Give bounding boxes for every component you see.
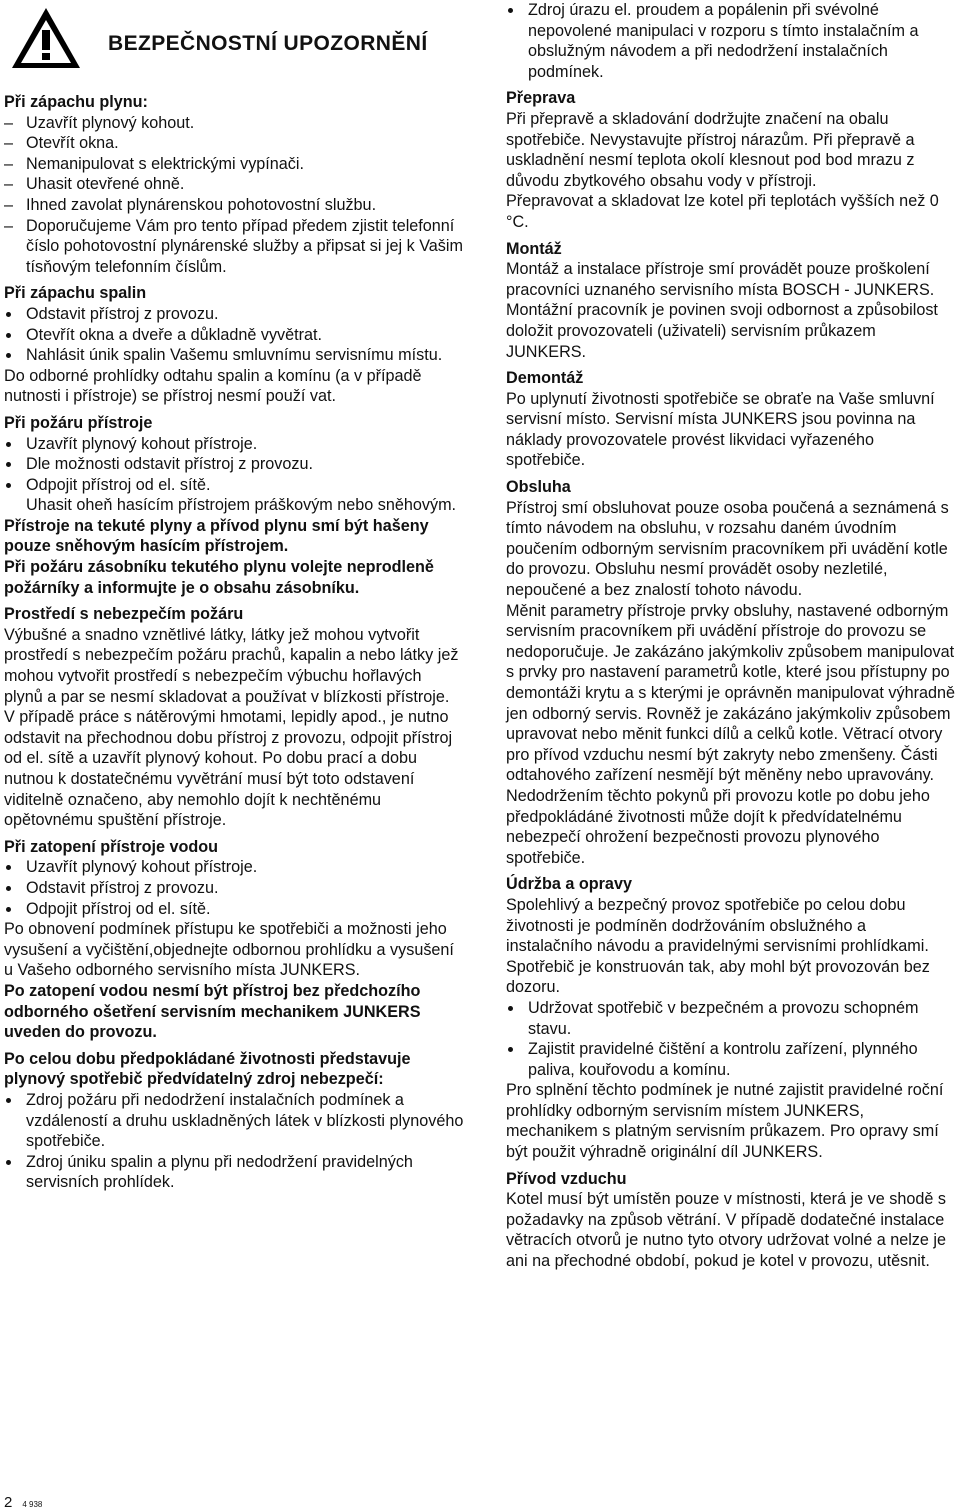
list-item: Odpojit přístroj od el. sítě.	[4, 475, 464, 496]
list-item: Odstavit přístroj z provozu.	[4, 878, 464, 899]
environment-heading: Prostředí s nebezpečím požáru	[4, 605, 244, 624]
installation-paragraph: Montáž a instalace přístroje smí provádět pouze proškolení pracovníci uznaného servisního místa BOSCH - JUNKERS. Montážní pracovník je povinen svoji odbornost a způsobilost doložit provozovateli (uživateli) servisním průkazem JUNKERS.	[506, 260, 938, 361]
list-item: Udržovat spotřebič v bezpečném a provozu schopném stavu.	[506, 998, 956, 1039]
maintenance-heading: Údržba a opravy	[506, 875, 632, 894]
list-item: Uzavřít plynový kohout přístroje.	[4, 857, 464, 878]
removal-paragraph: Po uplynutí životnosti spotřebiče se obraťe na Vaše smluvní servisní místo. Servisní místa JUNKERS jsou povinna na náklady provozovatele provést likvidaci vyřazeného spotřebiče.	[506, 389, 935, 470]
fire-warning-extinguisher: Přístroje na tekuté plyny a přívod plynu smí být hašeny pouze sněhovým hasícím přístrojem.	[4, 516, 429, 556]
installation-heading: Montáž	[506, 239, 562, 258]
transport-paragraph: Při přepravě a skladování dodržujte značení na obalu spotřebiče. Nevystavujte přístroj nárazům. Při přepravě a uskladnění nesmí teplota okolí klesnout pod bod mrazu z důvodu zbytkového obsahu vody v přístroji.	[506, 109, 915, 190]
list-item: Zdroj úniku spalin a plynu při nedodržení pravidelných servisních prohlídek.	[4, 1152, 464, 1193]
fire-warning-tank: Při požáru zásobníku tekutého plynu volejte neprodleně požárníky a informujte je o obsahu zásobníku.	[4, 558, 434, 597]
fire-note: Uhasit oheň hasícím přístrojem práškovým nebo sněhovým.	[26, 496, 457, 515]
lifetime-heading: Po celou dobu předpokládané životnosti představuje plynový spotřebič předvídatelný zdroj nebezpečí:	[4, 1049, 411, 1089]
environment-paragraph: V případě práce s nátěrovými hmotami, lepidly apod., je nutno odstavit na přechodnou dobu přístroj z provozu, odpojit přístroj od el. sítě a uzavřít plynový kohout. Po dobu prací a dobu nutnou k dostatečnému vyvětrání musí být toto odstavení viditelně označeno, aby nemohlo dojít k nechtěnému opětovnému spuštění přístroje.	[4, 708, 453, 830]
maintenance-paragraph: Pro splnění těchto podmínek je nutné zajistit pravidelné roční prohlídky odborným servisním místem JUNKERS, mechanikem s platným servisním průkazem. Pro opravy smí být použit výhradně originální díl JUNKERS.	[506, 1081, 944, 1162]
list-item: – Uhasit otevřené ohně.	[4, 175, 185, 194]
list-item: – Otevřít okna.	[4, 134, 119, 153]
list-item: Odpojit přístroj od el. sítě.	[4, 899, 464, 920]
maintenance-paragraph: Spotřebič je konstruován tak, aby mohl být provozován bez dozoru.	[506, 957, 930, 997]
flue-heading: Při zápachu spalin	[4, 284, 147, 303]
flue-note: Do odborné prohlídky odtahu spalin a komínu (a v případě nutnosti i přístroje) se přístroj nesmí použí vat.	[4, 366, 422, 406]
list-item: – Nemanipulovat s elektrickými vypínači.	[4, 154, 304, 173]
operation-paragraph: Nedodržením těchto pokynů při provozu kotle po dobu jeho předpokládáné životnosti může dojít k předvídatelnému nebezpečí ohrožení bezpečnosti provozu plynového spotřebiče.	[506, 786, 930, 867]
flood-heading: Při zatopení přístroje vodou	[4, 837, 219, 856]
maintenance-paragraph: Spolehlivý a bezpečný provoz spotřebiče po celou dobu životnosti je podmíněn dodržováním obslužného a instalačního návodu a pravidelnými servisními prohlídkami.	[506, 895, 929, 956]
gas-heading: Při zápachu plynu:	[4, 93, 148, 111]
warning-icon	[10, 6, 82, 70]
environment-paragraph: Výbušné a snadno vznětlivé látky, látky jež mohou vytvořit prostředí s nebezpečím požáru prachů, kapalin a nebo látky jež mohou vytvořit prostředí s nebezpečím výbuchu hořlavých plynů a par se nesmí skladovat a používat v blízkosti přístroje.	[4, 625, 459, 706]
removal-heading: Demontáž	[506, 369, 584, 388]
page-footer	[4, 1494, 42, 1511]
header	[4, 0, 464, 92]
list-item: Dle možnosti odstavit přístroj z provozu.	[4, 454, 464, 475]
fire-heading: Při požáru přístroje	[4, 413, 153, 432]
list-item: Otevřít okna a dveře a důkladně vyvětrat.	[4, 325, 464, 346]
list-item: Uzavřít plynový kohout přístroje.	[4, 434, 464, 455]
page-number: 2	[4, 1494, 13, 1511]
flood-warning: Po zatopení vodou nesmí být přístroj bez předchozího odborného ošetření servisním mechanikem JUNKERS uveden do provozu.	[4, 981, 421, 1042]
air-supply-heading: Přívod vzduchu	[506, 1169, 627, 1188]
transport-paragraph: Přepravovat a skladovat lze kotel při teplotách vyšších než 0 °C.	[506, 192, 939, 231]
right-column	[506, 0, 956, 1272]
list-item: Zdroj požáru při nedodržení instalačních podmínek a vzdáleností a druhu uskladněných látek v blízkosti plynového spotřebiče.	[4, 1090, 464, 1152]
air-supply-paragraph: Kotel musí být umístěn pouze v místnosti, která je ve shodě s požadavky na způsob větrání. V případě dodatečné instalace větracích otvorů je nutno tyto otvory udržovat volné a nelze je ani na přechodné období, pokud je kotel v provozu, utěsnit.	[506, 1190, 947, 1271]
operation-paragraph: Měnit parametry přístroje prvky obsluhy, nastavené odborným servisním pracovníkem při uvádění přístroje do provozu se nedoporučuje. Je zakázáno jakýmkoliv způsobem manipulovat s prvky pro nastavení parametrů kotle, které jsou přístupny po demontáži krytu a s kterými je oprávněn manipulovat výhradně jen odborný servis. Rovněž je zakázáno jakýmkoliv způsobem upravovat nebo měnit funkci dílů a celků kotle. Větrací otvory pro přívod vzduchu nesmí být zakryty nebo zmenšeny. Části odtahového zařízení nesmějí být měněny nebo upravovány.	[506, 601, 955, 785]
list-item: – Doporučujeme Vám pro tento případ předem zjistit telefonní číslo pohotovostní plynárenské služby a připsat si jej k Vašim tísňovým telefonním číslům.	[4, 216, 463, 276]
operation-paragraph: Přístroj smí obsluhovat pouze osoba poučená a seznámená s tímto návodem na obsluhu, v rozsahu daném úvodním poučením odborným servisním pracovníkem při uvádění kotle do provozu. Obsluhu nesmí provádět osoby nezletilé, nepoučené a bez znalostí tohoto návodu.	[506, 498, 949, 600]
list-item: – Ihned zavolat plynárenskou pohotovostní službu.	[4, 195, 377, 214]
list-item: Zajistit pravidelné čištění a kontrolu zařízení, plynného paliva, kouřovodu a komínu.	[506, 1039, 956, 1080]
left-column	[4, 0, 464, 1193]
page-title: BEZPEČNOSTNÍ UPOZORNĚNÍ	[108, 32, 428, 55]
list-item: Zdroj úrazu el. proudem a popálenin při svévolné nepovolené manipulaci v rozporu s tímto instalačním a obslužným návodem a při nedodržení instalačních podmínek.	[506, 0, 956, 82]
flood-note: Po obnovení podmínek přístupu ke spotřebiči a možnosti jeho vysušení a vyčištění,objednejte odbornou prohlídku a vysušení u Vašeho odborného servisního místa JUNKERS.	[4, 920, 454, 980]
transport-heading: Přeprava	[506, 89, 576, 108]
document-code: 4 938	[22, 1500, 43, 1509]
list-item: – Uzavřít plynový kohout.	[4, 113, 195, 132]
list-item: Odstavit přístroj z provozu.	[4, 304, 464, 325]
list-item: Nahlásit únik spalin Vašemu smluvnímu servisnímu místu.	[4, 345, 464, 366]
operation-heading: Obsluha	[506, 478, 571, 497]
